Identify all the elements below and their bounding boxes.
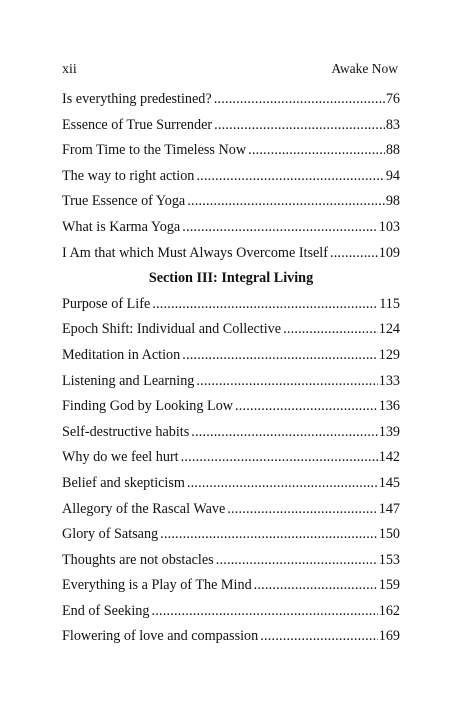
toc-group-section-3 [62, 296, 400, 654]
toc-entry-title: From Time to the Timeless Now [62, 142, 247, 159]
toc-entry-page-number: 124 [378, 321, 400, 338]
dot-leader [187, 193, 385, 210]
toc-entry-page-number: 162 [378, 602, 400, 619]
toc-entry-page-number: 153 [378, 551, 400, 568]
toc-entry-title: Purpose of Life [62, 295, 151, 312]
section-title: Section III: Integral Living [148, 270, 314, 287]
toc-entry-page-number: 76 [385, 91, 400, 107]
toc-entry-page-number: 83 [385, 116, 400, 133]
toc-entry-title: Thoughts are not obstacles [62, 551, 214, 568]
dot-leader [254, 577, 378, 594]
toc-entry-title: The way to right action [62, 167, 195, 184]
toc-entry [62, 91, 400, 117]
page-folio: xii [62, 62, 77, 77]
toc-entry [62, 142, 400, 168]
dot-leader [182, 347, 378, 364]
toc-entry [62, 552, 400, 578]
dot-leader [227, 501, 377, 518]
toc-entry [62, 475, 400, 501]
dot-leader [248, 142, 385, 159]
dot-leader [214, 117, 385, 134]
toc-entry [62, 424, 400, 450]
toc-entry-page-number: 103 [378, 218, 400, 235]
table-of-contents [62, 91, 400, 654]
toc-entry-page-number: 142 [378, 449, 400, 466]
toc-entry-page-number: 129 [378, 346, 400, 363]
toc-entry [62, 373, 400, 399]
dot-leader [235, 398, 378, 415]
toc-entry-page-number: 136 [378, 398, 400, 415]
toc-entry [62, 449, 400, 475]
toc-entry [62, 168, 400, 194]
toc-entry [62, 628, 400, 654]
dot-leader [181, 449, 378, 466]
dot-leader [191, 424, 377, 441]
toc-entry [62, 193, 400, 219]
dot-leader [196, 168, 384, 185]
toc-entry [62, 603, 400, 629]
toc-entry-title: Essence of True Surrender [62, 116, 213, 133]
running-title: Awake Now [331, 61, 398, 76]
toc-entry [62, 296, 400, 322]
toc-entry-title: What is Karma Yoga [62, 218, 181, 235]
dot-leader [152, 296, 378, 313]
toc-entry [62, 526, 400, 552]
dot-leader [216, 552, 378, 569]
dot-leader [151, 603, 377, 620]
toc-entry-page-number: 98 [385, 193, 400, 210]
dot-leader [187, 475, 378, 492]
toc-entry-page-number: 94 [385, 167, 400, 184]
toc-entry-title: Is everything predestined? [62, 91, 212, 107]
toc-entry-title: I Am that which Must Always Overcome Itself [62, 244, 328, 261]
toc-entry [62, 219, 400, 245]
dot-leader [330, 245, 378, 262]
toc-entry-page-number: 145 [378, 474, 400, 491]
toc-entry [62, 577, 400, 603]
toc-entry-title: Allegory of the Rascal Wave [62, 500, 226, 517]
dot-leader [214, 91, 385, 108]
toc-entry [62, 501, 400, 527]
toc-entry [62, 347, 400, 373]
toc-entry-title: Everything is a Play of The Mind [62, 577, 252, 594]
toc-entry-title: Epoch Shift: Individual and Collective [62, 321, 282, 338]
toc-entry [62, 245, 400, 271]
toc-entry-page-number: 133 [378, 372, 400, 389]
toc-entry-page-number: 115 [379, 295, 400, 312]
toc-entry-page-number: 88 [385, 142, 400, 159]
toc-entry-page-number: 139 [378, 423, 400, 440]
toc-entry-title: End of Seeking [62, 602, 150, 619]
toc-entry-title: Why do we feel hurt [62, 449, 179, 466]
toc-entry-page-number: 109 [378, 244, 400, 261]
toc-entry-title: Listening and Learning [62, 372, 195, 389]
toc-entry-page-number: 147 [378, 500, 400, 517]
dot-leader [182, 219, 378, 236]
toc-entry-title: Finding God by Looking Low [62, 398, 234, 415]
dot-leader [260, 628, 377, 645]
dot-leader [196, 373, 377, 390]
toc-entry [62, 321, 400, 347]
dot-leader [160, 526, 378, 543]
toc-entry-page-number: 169 [378, 628, 400, 645]
toc-entry-title: Belief and skepticism [62, 474, 185, 491]
toc-entry-title: Glory of Satsang [62, 526, 159, 543]
toc-entry-title: Self-destructive habits [62, 423, 190, 440]
section-heading [62, 270, 400, 296]
toc-entry [62, 398, 400, 424]
dot-leader [283, 321, 378, 338]
toc-entry [62, 117, 400, 143]
toc-entry-title: Meditation in Action [62, 346, 181, 363]
toc-entry-page-number: 159 [378, 577, 400, 594]
toc-group-continued [62, 91, 400, 270]
running-header [62, 61, 398, 81]
toc-entry-title: True Essence of Yoga [62, 193, 186, 210]
toc-entry-title: Flowering of love and compassion [62, 628, 259, 645]
toc-entry-page-number: 150 [378, 526, 400, 543]
